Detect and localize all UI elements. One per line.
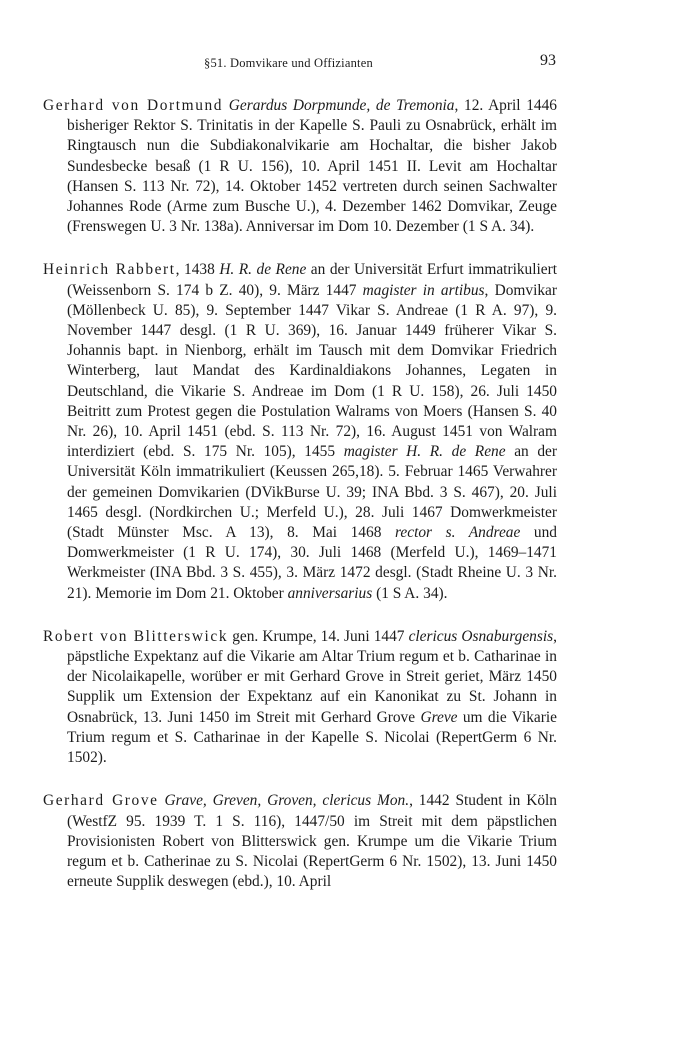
entry-person-name: Gerhard Grove: [43, 792, 159, 810]
latin-term: clericus Osnaburgensis: [408, 627, 554, 645]
entry-text: , päpstliche Expektanz auf die Vikarie am Altar Trium regum et b. Catharinae in der Nicolaikapelle, worüber er mit Gerhard Grove in Streit geriet, März 1450 Supplik um Extension der Expektanz auf ein Kanonikat zu St. Johann in Osnabrück, 13. Juni 1450 im Streit mit Gerhard Grove: [67, 627, 557, 726]
page-number: 93: [540, 52, 556, 69]
latin-term: Grave, Greven, Groven, clericus Mon.: [164, 792, 410, 810]
latin-term: magister in artibus: [362, 281, 485, 299]
entry-person-name: Gerhard von Dortmund: [43, 97, 224, 114]
latin-term: magister H. R. de Rene: [343, 443, 506, 461]
entry-gerhard-grove: [43, 791, 557, 892]
entry-text: , 1438: [175, 261, 220, 279]
entry-gerhard-von-dortmund: [43, 96, 557, 237]
entry-text: an der Universität Erfurt immatrikuliert (Weissenborn S. 174 b Z. 40), 9. März 1447: [67, 261, 558, 299]
entry-text: an der Universität Köln immatrikuliert (Keussen 265,18). 5. Februar 1465 Verwahrer der gemeinen Domvikarien (DVikBurse U. 39; INA Bbd. 3 S. 467), 20. Juli 1465 desgl. (Nordkirchen U.; Merfeld U.), 28. Juli 1467 Domwerkmeister (Stadt Münster Msc. A 13), 8. Mai 1468: [67, 443, 557, 542]
entry-text: , Domvikar (Möllenbeck U. 85), 9. September 1447 Vikar S. Andreae (1 R A. 97), 9. November 1447 desgl. (1 R U. 369), 16. Januar 1449 früherer Vikar S. Johannis bapt. in Nienborg, erhält im Tausch mit dem Domvikar Friedrich Winterberg, laut Mandat des Kardinaldiakons Johannes, Legaten in Deutschland, die Vikarie S. Andreae im Dom (1 R U. 158), 26. Juli 1450 Beitritt zum Protest gegen die Postulation Walrams von Moers (Hansen S. 40 Nr. 26), 10. April 1451 (ebd. S. 113 Nr. 72), 16. August 1451 von Walram interdiziert (ebd. S. 175 Nr. 105), 1455: [67, 281, 558, 461]
entry-text: , 1442 Student in Köln (WestfZ 95. 1939 T. 1 S. 116), 1447/50 im Streit mit dem päpstlichen Provisionisten Robert von Blitterswick gen. Krumpe um die Vikarie Trium regum et b. Catherinae zu S. Nicolai (RepertGerm 6 Nr. 1502), 13. Juni 1450 erneute Supplik deswegen (ebd.), 10. April: [67, 792, 557, 891]
latin-term: anniversarius: [287, 584, 373, 602]
latin-term: Gerardus Dorpmunde, de Tremonia: [228, 97, 455, 114]
entry-text: und Domwerkmeister (1 R U. 174), 30. Juli 1468 (Merfeld U.), 1469–1471 Werkmeister (INA Bbd. 3 S. 455), 3. März 1472 desgl. (Stadt Rheine U. 3 Nr. 21). Memorie im Dom 21. Oktober: [67, 524, 557, 602]
entry-robert-von-blitterswick: [43, 627, 557, 768]
entry-text: , 12. April 1446 bisheriger Rektor S. Trinitatis in der Kapelle S. Pauli zu Osnabrück, erhält im Ringtausch nun die Subdiakonalvikarie am Hochaltar, die bisher Jakob Sundesbecke besaß (1 R U. 156), 10. April 1451 II. Levit am Hochaltar (Hansen S. 113 Nr. 72), 14. Oktober 1452 vertreten durch seinen Sachwalter Johannes Rode (Arme zum Busche U.), 4. Dezember 1462 Domvikar, Zeuge (Frenswegen U. 3 Nr. 138a). Anniversar im Dom 10. Dezember (1 S A. 34).: [67, 97, 557, 236]
page-body: [43, 96, 557, 915]
entry-text: gen. Krumpe, 14. Juni 1447: [228, 627, 409, 645]
latin-term: rector s. Andreae: [394, 524, 521, 542]
running-title: §51. Domvikare und Offizianten: [204, 56, 373, 70]
latin-term: H. R. de Rene: [219, 261, 307, 279]
latin-term: Greve: [420, 708, 458, 726]
entry-person-name: Robert von Blitterswick: [43, 627, 229, 645]
running-header: [0, 52, 700, 78]
entry-heinrich-rabbert: [43, 260, 557, 603]
entry-person-name: Heinrich Rabbert: [43, 261, 176, 279]
entry-text: (1 S A. 34).: [372, 584, 448, 602]
entry-text: um die Vikarie Trium regum et S. Catharinae in der Kapelle S. Nicolai (RepertGerm 6 Nr. 1502).: [67, 708, 557, 767]
